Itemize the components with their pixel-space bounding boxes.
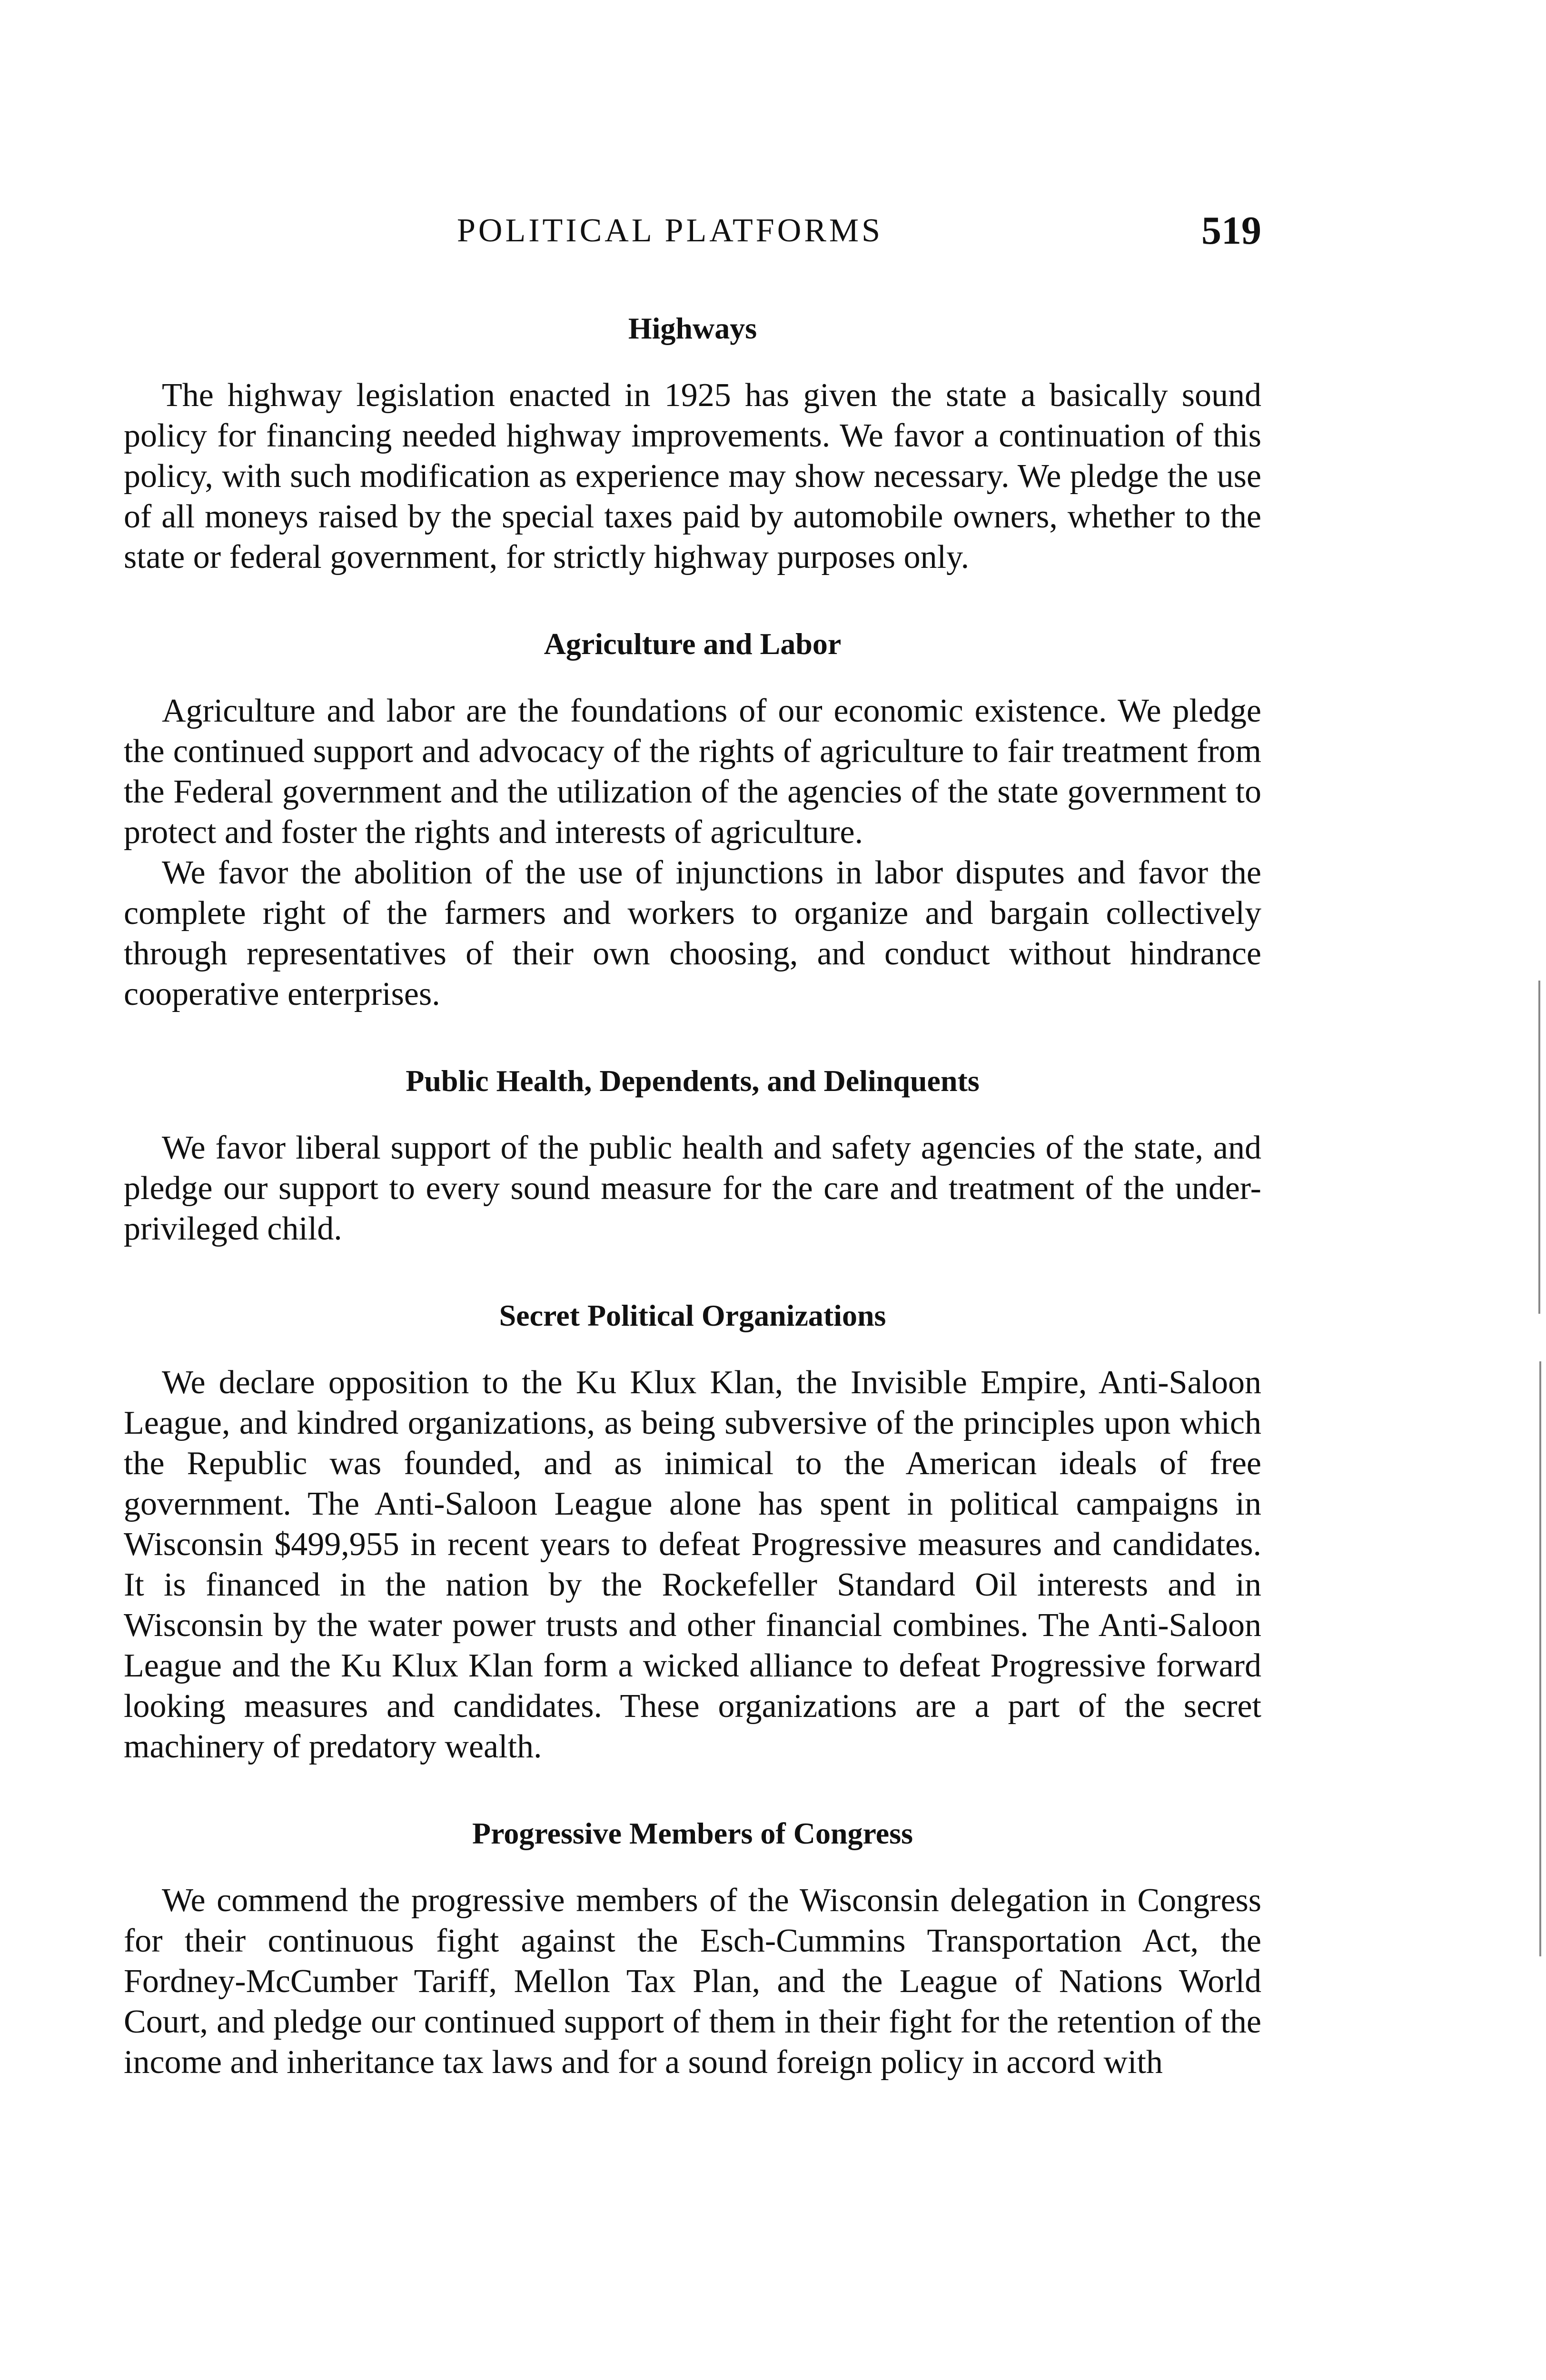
paragraph: We favor the abolition of the use of injunctions in labor disputes and favor the complete right of the farmers and workers to organize and bargain collectively through representatives of their own choosing, and conduct without hindrance cooperative enterprises.	[124, 854, 1261, 1012]
scan-edge-artifact	[1539, 1361, 1541, 1956]
section-highways	[124, 305, 1261, 577]
section-agriculture-and-labor	[124, 620, 1261, 1014]
page-content	[124, 305, 1261, 2082]
paragraph: The highway legislation enacted in 1925 has given the state a basically sound policy for financing needed highway improvements. We favor a continuation of this policy, with such modification as experience may show necessary. We pledge the use of all moneys raised by the special taxes paid by automobile owners, whether to the state or federal government, for strictly highway purposes only.	[124, 377, 1261, 575]
section-public-health	[124, 1057, 1261, 1249]
page-number: 519	[1201, 208, 1261, 253]
scan-edge-artifact	[1538, 981, 1540, 1314]
section-progressive-members-of-congress	[124, 1810, 1261, 2082]
paragraph: We declare opposition to the Ku Klux Klan, the Invisible Empire, Anti-Saloon League, and kindred organizations, as being subversive of the principles upon which the Republic was founded, and as inimical to the American ideals of free government. The Anti-Saloon League alone has spent in political campaigns in Wisconsin $499,955 in recent years to defeat Progressive measures and candidates. It is financed in the nation by the Rockefeller Standard Oil interests and in Wisconsin by the water power trusts and other financial combines. The Anti-Saloon League and the Ku Klux Klan form a wicked alliance to defeat Progressive forward looking measures and candidates. These organizations are a part of the secret machinery of predatory wealth.	[124, 1364, 1261, 1765]
section-secret-political-organizations	[124, 1292, 1261, 1767]
section-heading: Progressive Members of Congress	[472, 1816, 913, 1850]
paragraph: We commend the progressive members of the Wisconsin delegation in Congress for their continuous fight against the Esch-Cummins Transportation Act, the Fordney-McCumber Tariff, Mellon Tax Plan, and the League of Nations World Court, and pledge our continued support of them in their fight for the retention of the income and inheritance tax laws and for a sound foreign policy in accord with	[124, 1882, 1261, 2081]
section-heading: Secret Political Organizations	[499, 1299, 886, 1332]
section-heading: Highways	[628, 311, 757, 345]
section-heading: Public Health, Dependents, and Delinquents	[406, 1064, 980, 1098]
running-head-title: POLITICAL PLATFORMS	[457, 212, 883, 249]
section-heading: Agriculture and Labor	[544, 627, 842, 661]
running-head	[124, 205, 1261, 257]
paragraph: We favor liberal support of the public health and safety agencies of the state, and pledge our support to every sound measure for the care and treatment of the under-privileged child.	[124, 1130, 1261, 1247]
paragraph: Agriculture and labor are the foundations of our economic existence. We pledge the continued support and advocacy of the rights of agriculture to fair treatment from the Federal government and the utilization of the agencies of the state government to protect and foster the rights and interests of agriculture.	[124, 693, 1261, 851]
